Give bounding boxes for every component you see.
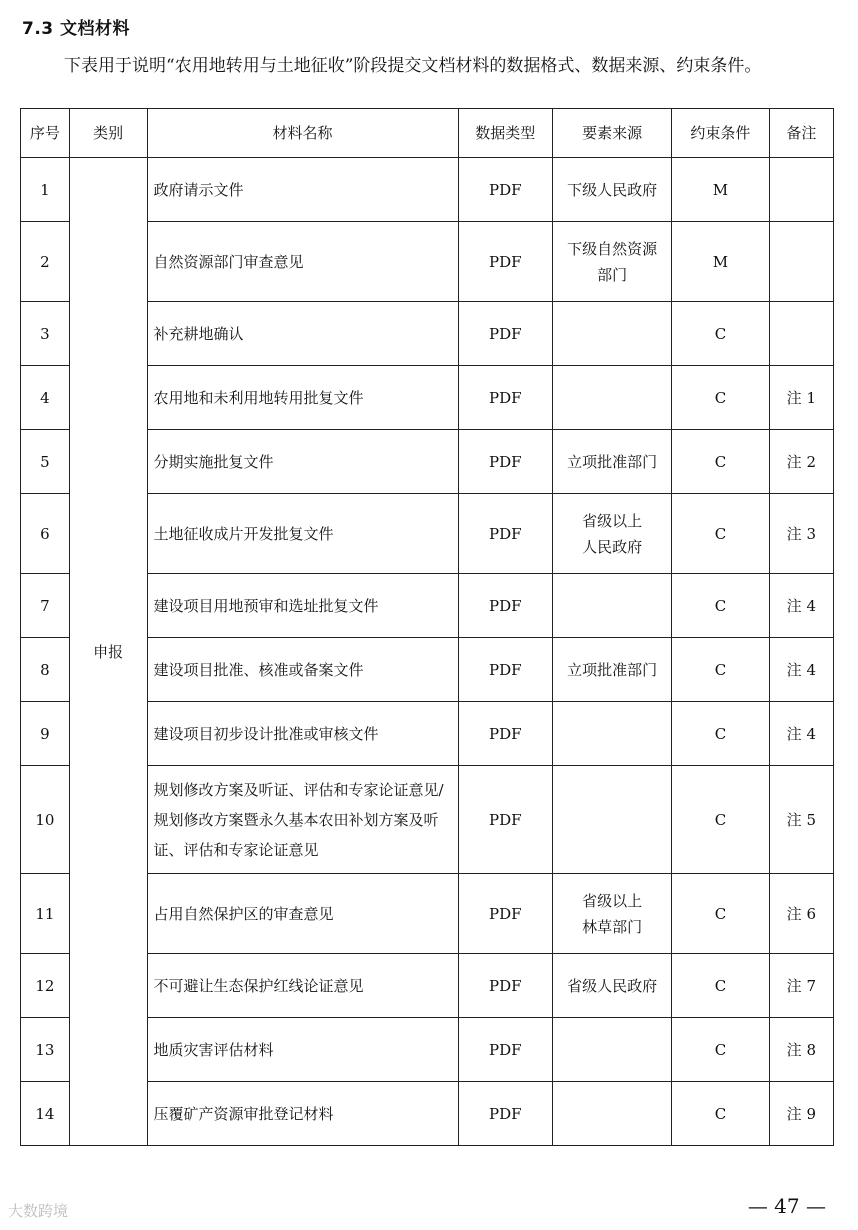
cell-note bbox=[769, 302, 833, 366]
cell-data-type: PDF bbox=[458, 874, 552, 954]
table-header-row bbox=[21, 109, 834, 158]
cell-constraint: C bbox=[672, 874, 769, 954]
cell-data-type: PDF bbox=[458, 766, 552, 874]
cell-constraint: C bbox=[672, 302, 769, 366]
cell-source: 省级以上 林草部门 bbox=[552, 874, 671, 954]
cell-source bbox=[552, 302, 671, 366]
cell-material-name: 建设项目用地预审和选址批复文件 bbox=[147, 574, 458, 638]
cell-source bbox=[552, 366, 671, 430]
cell-note: 注 1 bbox=[769, 366, 833, 430]
cell-source bbox=[552, 574, 671, 638]
cell-material-name: 土地征收成片开发批复文件 bbox=[147, 494, 458, 574]
cell-constraint: C bbox=[672, 954, 769, 1018]
cell-no: 2 bbox=[21, 222, 70, 302]
cell-no: 10 bbox=[21, 766, 70, 874]
cell-no: 6 bbox=[21, 494, 70, 574]
cell-constraint: C bbox=[672, 638, 769, 702]
cell-material-name: 占用自然保护区的审查意见 bbox=[147, 874, 458, 954]
watermark: 大数跨境 bbox=[8, 1202, 69, 1220]
cell-material-name: 地质灾害评估材料 bbox=[147, 1018, 458, 1082]
cell-material-name: 规划修改方案及听证、评估和专家论证意见/规划修改方案暨永久基本农田补划方案及听证、评估和专家论证意见 bbox=[147, 766, 458, 874]
cell-source: 省级人民政府 bbox=[552, 954, 671, 1018]
cell-source: 省级以上 人民政府 bbox=[552, 494, 671, 574]
cell-data-type: PDF bbox=[458, 1082, 552, 1146]
cell-material-name: 建设项目初步设计批准或审核文件 bbox=[147, 702, 458, 766]
cell-constraint: C bbox=[672, 430, 769, 494]
cell-source bbox=[552, 766, 671, 874]
header-material-name: 材料名称 bbox=[147, 109, 458, 158]
cell-data-type: PDF bbox=[458, 222, 552, 302]
cell-data-type: PDF bbox=[458, 702, 552, 766]
cell-note: 注 4 bbox=[769, 574, 833, 638]
cell-material-name: 建设项目批准、核准或备案文件 bbox=[147, 638, 458, 702]
cell-constraint: M bbox=[672, 158, 769, 222]
cell-source bbox=[552, 1082, 671, 1146]
cell-category: 申报 bbox=[69, 158, 147, 1146]
cell-note: 注 6 bbox=[769, 874, 833, 954]
cell-data-type: PDF bbox=[458, 1018, 552, 1082]
cell-no: 14 bbox=[21, 1082, 70, 1146]
table-row bbox=[21, 158, 834, 222]
header-no: 序号 bbox=[21, 109, 70, 158]
cell-no: 1 bbox=[21, 158, 70, 222]
page-number: — 47 — bbox=[747, 1194, 826, 1218]
cell-no: 7 bbox=[21, 574, 70, 638]
cell-note bbox=[769, 158, 833, 222]
cell-source bbox=[552, 702, 671, 766]
cell-data-type: PDF bbox=[458, 302, 552, 366]
cell-note: 注 5 bbox=[769, 766, 833, 874]
cell-source bbox=[552, 1018, 671, 1082]
cell-data-type: PDF bbox=[458, 430, 552, 494]
cell-data-type: PDF bbox=[458, 158, 552, 222]
cell-no: 3 bbox=[21, 302, 70, 366]
cell-constraint: C bbox=[672, 766, 769, 874]
cell-material-name: 分期实施批复文件 bbox=[147, 430, 458, 494]
intro-paragraph: 下表用于说明“农用地转用与土地征收”阶段提交文档材料的数据格式、数据来源、约束条件。 bbox=[64, 56, 762, 76]
cell-material-name: 不可避让生态保护红线论证意见 bbox=[147, 954, 458, 1018]
header-data-type: 数据类型 bbox=[458, 109, 552, 158]
header-category: 类别 bbox=[69, 109, 147, 158]
cell-constraint: C bbox=[672, 494, 769, 574]
section-heading: 7.3 文档材料 bbox=[22, 19, 131, 39]
cell-no: 12 bbox=[21, 954, 70, 1018]
cell-source: 立项批准部门 bbox=[552, 638, 671, 702]
cell-constraint: C bbox=[672, 574, 769, 638]
header-source: 要素来源 bbox=[552, 109, 671, 158]
cell-material-name: 农用地和未利用地转用批复文件 bbox=[147, 366, 458, 430]
cell-note: 注 3 bbox=[769, 494, 833, 574]
cell-no: 5 bbox=[21, 430, 70, 494]
cell-no: 9 bbox=[21, 702, 70, 766]
cell-data-type: PDF bbox=[458, 494, 552, 574]
cell-constraint: C bbox=[672, 1082, 769, 1146]
cell-material-name: 政府请示文件 bbox=[147, 158, 458, 222]
cell-constraint: C bbox=[672, 1018, 769, 1082]
cell-data-type: PDF bbox=[458, 638, 552, 702]
cell-note: 注 8 bbox=[769, 1018, 833, 1082]
cell-constraint: M bbox=[672, 222, 769, 302]
cell-constraint: C bbox=[672, 702, 769, 766]
cell-note: 注 4 bbox=[769, 702, 833, 766]
cell-source: 下级自然资源 部门 bbox=[552, 222, 671, 302]
cell-constraint: C bbox=[672, 366, 769, 430]
cell-material-name: 自然资源部门审查意见 bbox=[147, 222, 458, 302]
cell-note: 注 2 bbox=[769, 430, 833, 494]
cell-source: 立项批准部门 bbox=[552, 430, 671, 494]
cell-no: 13 bbox=[21, 1018, 70, 1082]
cell-note: 注 7 bbox=[769, 954, 833, 1018]
cell-note: 注 9 bbox=[769, 1082, 833, 1146]
cell-data-type: PDF bbox=[458, 574, 552, 638]
cell-material-name: 压覆矿产资源审批登记材料 bbox=[147, 1082, 458, 1146]
cell-material-name: 补充耕地确认 bbox=[147, 302, 458, 366]
materials-table bbox=[20, 108, 834, 1146]
cell-data-type: PDF bbox=[458, 366, 552, 430]
cell-data-type: PDF bbox=[458, 954, 552, 1018]
cell-no: 11 bbox=[21, 874, 70, 954]
cell-source: 下级人民政府 bbox=[552, 158, 671, 222]
cell-note: 注 4 bbox=[769, 638, 833, 702]
cell-note bbox=[769, 222, 833, 302]
cell-no: 4 bbox=[21, 366, 70, 430]
cell-no: 8 bbox=[21, 638, 70, 702]
header-constraint: 约束条件 bbox=[672, 109, 769, 158]
header-note: 备注 bbox=[769, 109, 833, 158]
